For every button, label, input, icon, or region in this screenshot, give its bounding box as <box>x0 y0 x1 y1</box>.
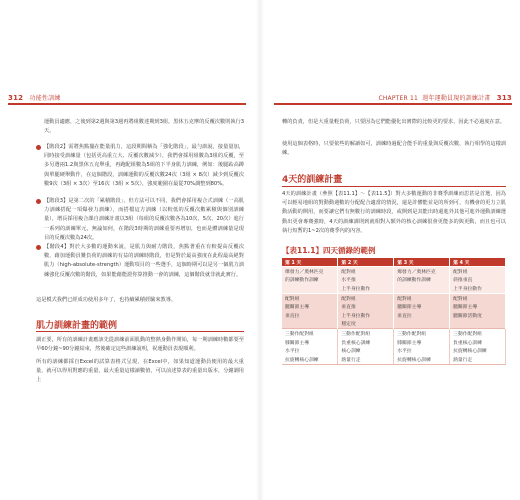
table-cell: 爆發力／奧林匹克 <box>394 267 450 276</box>
table-cell <box>394 320 450 329</box>
table-cell: 抗旋轉核心訓練 <box>450 346 506 355</box>
left-section-rule <box>36 331 244 332</box>
table-row <box>282 329 506 338</box>
table-cell: 配對組 <box>450 267 506 276</box>
table-row <box>282 284 506 293</box>
table-header-day-1: 第 1 天 <box>282 258 338 267</box>
table-cell: 髖關節主導 <box>394 302 450 311</box>
left-closing-paragraph: 這是模式我們已經成功使用多年了，也持續累積經驗來教導。 <box>36 297 177 303</box>
table-title: 【表11.1】四天循錄的範例 <box>282 246 376 255</box>
bullet-text: 【階段3】是第二次的「累積階段」，但方法可以不同，我們會採用複合式訓練（一高肌力訓練搭配一項爆發力訓練），而搭檔這方訓練（以較低的反覆次數累積與個別訓練量），增長採用複合課自訓練計畫以3組（每組的反覆次數各為10次、5次、20次）進行一系列的訓練單元，無論如何，在階段3時期的訓練重要再增加，也而是體訓練量是現目的反覆次數為24次。 <box>44 198 244 241</box>
table-cell: 穩定度 <box>338 320 394 329</box>
table-row <box>282 293 506 302</box>
right-section-rule <box>282 186 506 187</box>
table-cell <box>450 320 506 329</box>
table-cell: 配對組 <box>394 293 450 302</box>
bullet-item-stage-2 <box>44 143 244 189</box>
bullet-text: 【階段4】對於大多數的運動來說，是肌力與耐力階段，焦點著重在有較提高反覆次數，藉加運動員難負荷的訓練的有益的訓練時階段，但是對於最高強度在此程最高絕對肌力（high-absolute-strength）運動項目的一些選手，這個時期可以是另一個肌力訓練強化反覆次數的階段，如果能藉能證你算推動一會的訓練，這個階段就非就此實行。 <box>44 244 244 278</box>
table-cell: 負重核心訓練 <box>338 338 394 347</box>
table-cell: 斜推垂直 <box>450 276 506 285</box>
right-page <box>260 0 520 500</box>
table-cell: 負重核心訓練 <box>450 338 506 347</box>
table-cell: 抗旋轉核心訓練 <box>394 355 450 364</box>
table-cell: 熱量行走 <box>338 355 394 364</box>
table-cell: 抗旋轉核心訓練 <box>282 355 338 364</box>
table-cell: 髖關節主導 <box>450 302 506 311</box>
table-cell <box>282 320 338 329</box>
right-section-paragraph: 4天的訓練計畫（參照【表11.1】～【表11.5】）對大多數運動的非賽季訓練而思甚是首選，因為可以輕易地組的對動動週數的分配配合適當的情況，還是許體能並是的所到可，有機會的更力立肌動活動的開用，而要讓它們有無數行的訓練時段，或開到是其能出時還進外其他可進外運動訓練選動出更會專賽強時，4天的訓練課則到就相對入額外的核心訓練很會更能多的與更動，而且也可以執行短暫的1~2次的賽季內的內容。 <box>282 191 506 234</box>
left-page-number: 312 <box>8 94 24 102</box>
table-cell: 配對組 <box>282 293 338 302</box>
table-cell: 爆發力／奧林匹克 <box>282 267 338 276</box>
four-day-routine-table <box>282 258 506 365</box>
table-row <box>282 346 506 355</box>
left-page-header <box>8 93 61 102</box>
right-section-title: 4天的訓練計畫 <box>282 175 343 185</box>
table-row <box>282 355 506 364</box>
chapter-title: 週年運動員現的訓練計畫 <box>422 95 491 102</box>
table-cell: 上半身拉動作 <box>338 284 394 293</box>
bullet-dot-icon <box>36 145 41 150</box>
table-cell: 的訓練動作訓練 <box>394 276 450 285</box>
bullet-dot-icon <box>36 245 41 250</box>
right-header-rule <box>274 103 512 105</box>
left-section-paragraph-1: 調正要，所有的訓練計畫應該先從訓練前面肌動的整熱身動作開始，每一期訓練時數都要至早60分鐘~90分鐘結束，然後確定這些訓練說明，祝運動員表現順利。 <box>36 337 244 353</box>
table-cell: 配對組 <box>338 267 394 276</box>
table-cell: 水平推 <box>338 276 394 285</box>
table-cell: 垂直拉 <box>394 311 450 320</box>
left-intro-paragraph: 運動員適應，之後到第2週與第3週再將組數達期到3組。黑休五克摩的反覆次數則執行3天。 <box>44 119 244 135</box>
table-cell: 核心訓練 <box>338 346 394 355</box>
table-cell: 三動作配對組 <box>394 329 450 338</box>
table-cell <box>282 284 338 293</box>
table-cell: 配對組 <box>450 293 506 302</box>
table-cell: 熱量行走 <box>450 355 506 364</box>
table-cell <box>394 284 450 293</box>
table-row <box>282 302 506 311</box>
table-cell: 膝關節主導 <box>282 338 338 347</box>
book-title: 功能性訓練 <box>29 95 61 102</box>
table-cell: 水平拉 <box>282 346 338 355</box>
right-top-paragraph-2: 使用這個表格時，只要依些的解讀如可，訓練時過配合能手的重量與反覆次數，執行相學的這樣訓練。 <box>282 141 506 157</box>
table-cell: 三動作配對組 <box>338 329 394 338</box>
table-header-day-3: 第 3 天 <box>394 258 450 267</box>
table-header-day-2: 第 2 天 <box>338 258 394 267</box>
chapter-label: CHAPTER 11 <box>378 95 419 102</box>
right-top-paragraph: 轉的負責，但是大重量輕負荷，只要因為它們能優化出實際的比較更的要求，因此不必過度在意。 <box>282 119 506 125</box>
table-row <box>282 276 506 285</box>
bullet-item-stage-4 <box>44 243 244 280</box>
table-row <box>282 338 506 347</box>
left-header-rule <box>8 103 246 105</box>
table-row <box>282 320 506 329</box>
table-cell: 三動作配對組 <box>450 329 506 338</box>
table-cell: 垂直拉 <box>282 311 338 320</box>
table-cell: 髖關節主導 <box>282 302 338 311</box>
table-cell: 上半身拉動作 <box>450 284 506 293</box>
table-cell: 配對組 <box>338 293 394 302</box>
table-row <box>282 267 506 276</box>
left-section-paragraph-2: 所有的訓練都採自Excel的試算表格式呈現，在Excel中，如果知道運動員便用的最大重量，就可以得用對應的重量，最大重量這樣讀數值，可以前述算表的重量出版本，分鐘調用上 <box>36 359 244 384</box>
table-cell: 三動作配對組 <box>282 329 338 338</box>
table-cell: 髖關節活動度 <box>450 311 506 320</box>
table-cell: 上半身拉動作 <box>338 311 394 320</box>
right-page-header <box>378 93 512 102</box>
left-section-title: 肌力訓練計畫的範例 <box>36 321 118 331</box>
table-row <box>282 311 506 320</box>
right-page-number: 313 <box>496 94 512 102</box>
bullet-dot-icon <box>36 199 41 204</box>
table-header-day-4: 第 4 天 <box>450 258 506 267</box>
table-cell: 的訓練動作訓練 <box>282 276 338 285</box>
table-header-row <box>282 258 506 267</box>
table-cell: 垂直推 <box>338 302 394 311</box>
table-cell: 水平拉 <box>394 346 450 355</box>
bullet-text: 【階段2】需將焦點擺在能量肌力，這段期間稱為「強化階段」，最勻訓說，接量量加，同時接受訓練量（包括更高重立大、反覆次數減少），我們會採用組數為3組的反覆，至多另選兩1.2與黑休五克舉重，再跑配組數為5組的下半身肌力訓練，例如：後腿跆高蹲與單腿硬舉動作，在這個階段，訓練運動的反覆次數24次（3組 × 8次）減少到反覆次數9次（3組 × 3次）至16次（3組 × 5次），強度範圍在最從70%調整到80%。 <box>44 144 244 187</box>
bullet-item-stage-3 <box>44 197 244 243</box>
table-cell: 膝關節主導 <box>394 338 450 347</box>
